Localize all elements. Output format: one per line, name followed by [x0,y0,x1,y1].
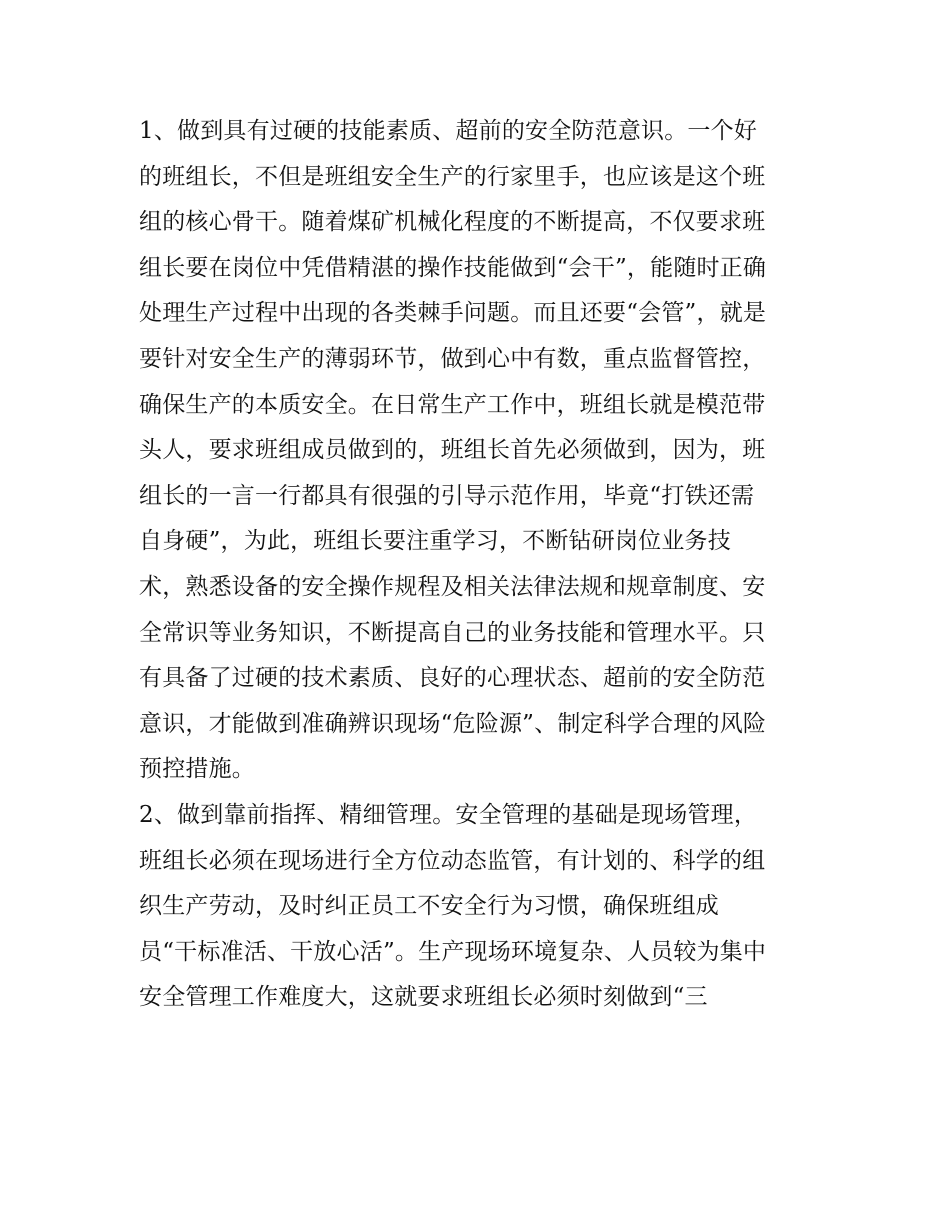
text-line: 2、做到靠前指挥、精细管理。安全管理的基础是现场管理， [139,801,758,828]
text-line: 全常识等业务知识，不断提高自己的业务技能和管理水平。只 [139,619,766,646]
text-line: 自身硬”，为此，班组长要注重学习，不断钻研岗位业务技 [139,528,731,555]
text-line: 确保生产的本质安全。在日常生产工作中，班组长就是模范带 [139,391,766,418]
text-line: 安全管理工作难度大，这就要求班组长必须时刻做到“三 [139,984,708,1011]
text-line: 有具备了过硬的技术素质、良好的心理状态、超前的安全防范 [139,665,766,692]
text-line: 的班组长，不但是班组安全生产的行家里手，也应该是这个班 [139,163,766,190]
text-line: 处理生产过程中出现的各类棘手问题。而且还要“会管”，就是 [139,300,767,327]
text-line: 预控措施。 [139,756,255,783]
text-line: 班组长必须在现场进行全方位动态监管，有计划的、科学的组 [139,847,766,874]
text-line: 组长要在岗位中凭借精湛的操作技能做到“会干”，能随时正确 [139,254,767,281]
text-line: 要针对安全生产的薄弱环节，做到心中有数，重点监督管控， [139,345,766,372]
text-line: 术，熟悉设备的安全操作规程及相关法律法规和规章制度、安 [139,573,766,600]
text-line: 意识，才能做到准确辨识现场“危险源”、制定科学合理的风险 [139,710,767,737]
text-line: 组长的一言一行都具有很强的引导示范作用，毕竟“打铁还需 [139,482,755,509]
text-line: 员“干标准活、干放心活”。生产现场环境复杂、人员较为集中 [139,938,767,965]
body-text [139,109,819,1021]
text-line: 组的核心骨干。随着煤矿机械化程度的不断提高，不仅要求班 [139,209,766,236]
text-line: 织生产劳动，及时纠正员工不安全行为习惯，确保班组成 [139,893,719,920]
text-line: 1、做到具有过硬的技能素质、超前的安全防范意识。一个好 [139,118,758,144]
text-line: 头人，要求班组成员做到的，班组长首先必须做到，因为，班 [139,437,766,464]
